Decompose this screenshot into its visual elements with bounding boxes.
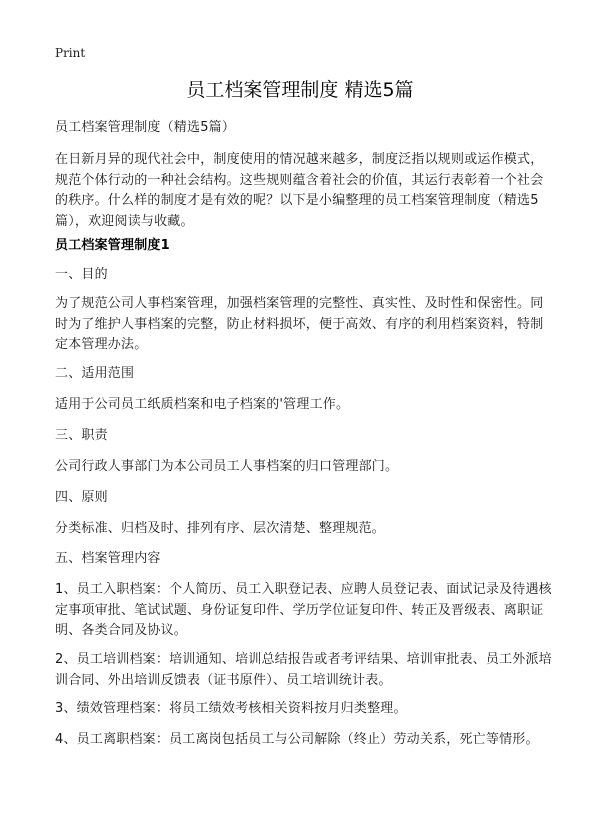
paragraph-purpose: 为了规范公司人事档案管理，加强档案管理的完整性、真实性、及时性和保密性。同时为了维护人事档案的完整，防止材料损坏，便于高效、有序的利用档案资料，特制定本管理办法。	[55, 296, 544, 352]
list-item: 1、员工入职档案：个人简历、员工入职登记表、应聘人员登记表、面试记录及待遇核定事项审批、笔试试题、身份证复印件、学历学位证复印件、转正及晋级表、离职证明、各类合同及协议。	[55, 582, 552, 638]
heading-purpose: 一、目的	[55, 267, 108, 282]
list-item: 2、员工培训档案：培训通知、培训总结报告或者考评结果、培训审批表、员工外派培训合同、外出培训反馈表（证书原件）、员工培训统计表。	[55, 652, 552, 688]
heading-content: 五、档案管理内容	[55, 551, 161, 566]
heading-principles: 四、原则	[55, 490, 108, 505]
intro-paragraph: 在日新月异的现代社会中，制度使用的情况越来越多，制度泛指以规则或运作模式，规范个体行动的一种社会结构。这些规则蕴含着社会的价值，其运行表彰着一个社会的秩序。什么样的制度才是有效的呢？以下是小编整理的员工档案管理制度（精选5篇），欢迎阅读与收藏。	[55, 152, 544, 229]
page-title: 员工档案管理制度 精选5篇	[186, 79, 414, 101]
print-link[interactable]: Print	[55, 46, 86, 60]
list-item: 3、绩效管理档案：将员工绩效考核相关资料按月归类整理。	[55, 701, 407, 716]
paragraph-scope: 适用于公司员工纸质档案和电子档案的'管理工作。	[55, 397, 350, 412]
subtitle: 员工档案管理制度（精选5篇）	[55, 120, 236, 135]
paragraph-duties: 公司行政人事部门为本公司员工人事档案的归口管理部门。	[55, 459, 399, 474]
section-title: 员工档案管理制度1	[55, 238, 170, 253]
paragraph-principles: 分类标准、归档及时、排列有序、层次清楚、整理规范。	[55, 521, 386, 536]
heading-scope: 二、适用范围	[55, 366, 135, 381]
list-item: 4、员工离职档案：员工离岗包括员工与公司解除（终止）劳动关系，死亡等情形。	[55, 732, 539, 747]
heading-duties: 三、职责	[55, 428, 108, 443]
